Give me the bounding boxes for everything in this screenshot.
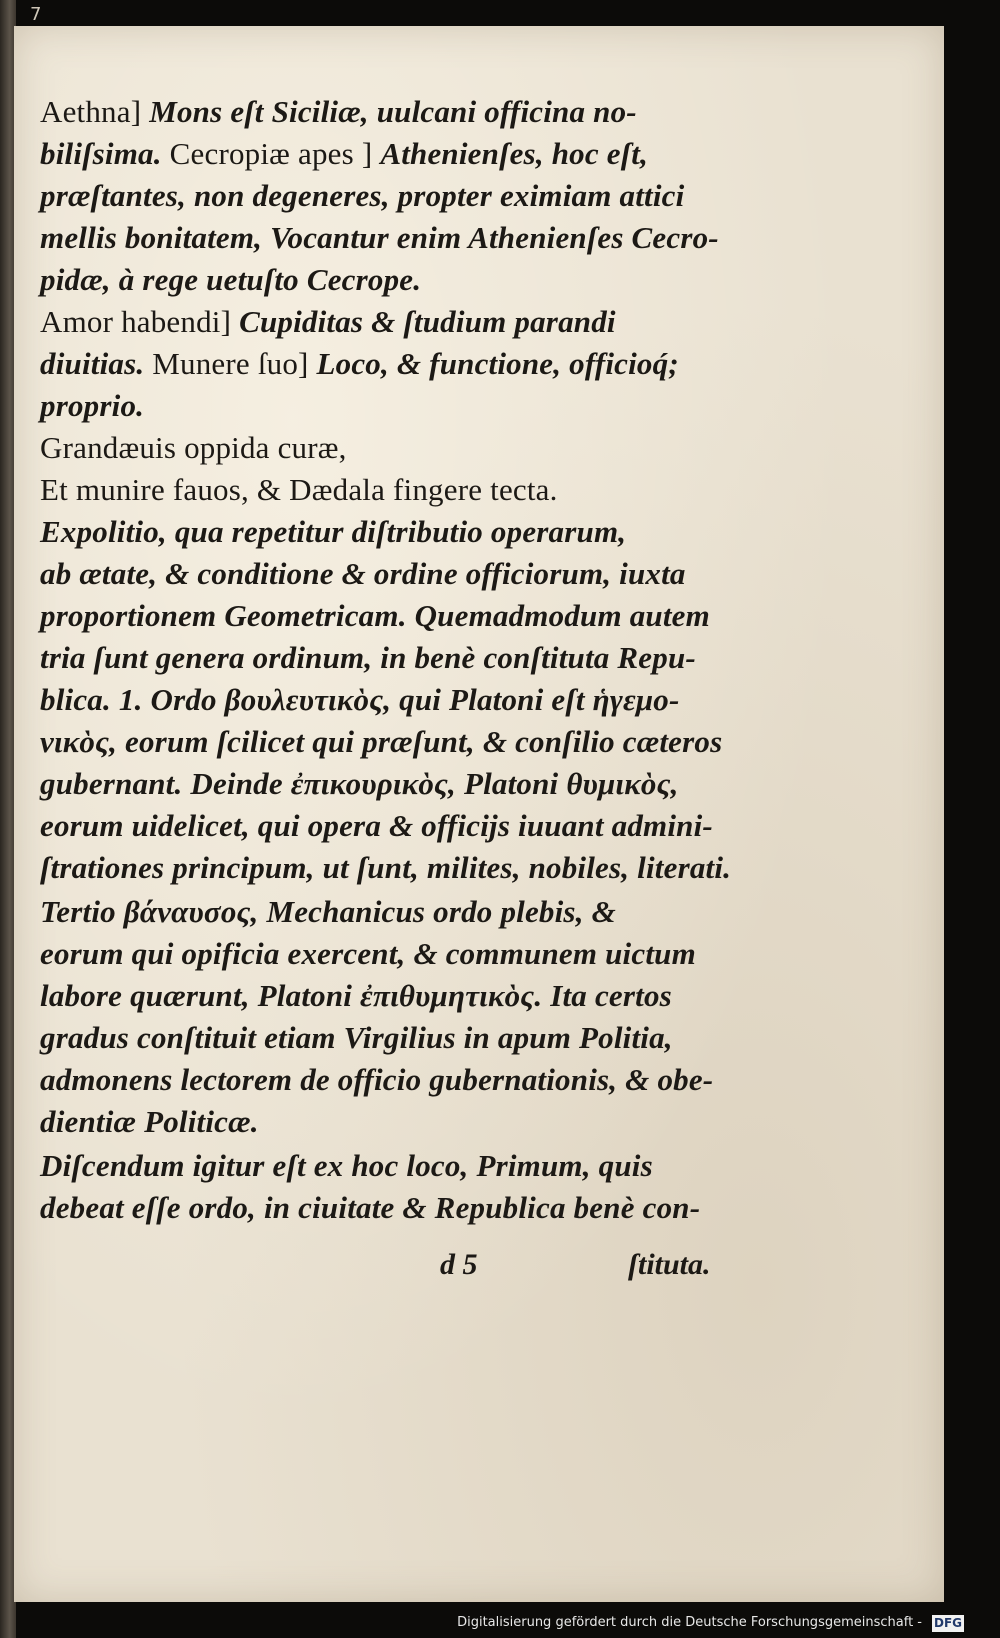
text-line bbox=[40, 806, 713, 846]
funding-credit: Digitalisierung gefördert durch die Deutsche Forschungsgemeinschaft - bbox=[457, 1615, 922, 1630]
italic-text: Expolitio, qua repetitur diſtributio operarum, bbox=[40, 514, 627, 549]
text-line bbox=[40, 428, 347, 468]
italic-text: Cupiditas & ſtudium parandi bbox=[239, 304, 616, 339]
text-line bbox=[40, 554, 686, 594]
italic-text: νικὸς, eorum ſcilicet qui præſunt, & conſilio cæteros bbox=[40, 724, 723, 759]
italic-text: gubernant. Deinde ἐπικουρικὸς, Platoni θυμικὸς, bbox=[40, 766, 679, 801]
roman-text: Munere ſuo] bbox=[144, 346, 317, 381]
roman-text: Aethna] bbox=[40, 94, 150, 129]
text-line bbox=[40, 302, 616, 342]
text-line bbox=[40, 134, 648, 174]
italic-text: Diſcendum igitur eſt ex hoc loco, Primum, quis bbox=[40, 1148, 653, 1183]
catchword: ſtituta. bbox=[628, 1248, 711, 1281]
italic-text: ſtrationes principum, ut ſunt, milites, nobiles, literati. bbox=[40, 850, 732, 885]
text-line bbox=[40, 260, 421, 300]
text-line bbox=[40, 680, 680, 720]
italic-text: labore quærunt, Platoni ἐπιθυμητικὸς. Ita certos bbox=[40, 978, 672, 1013]
italic-text: eorum uidelicet, qui opera & officijs iuuant admini- bbox=[40, 808, 713, 843]
italic-text: admonens lectorem de officio gubernationis, & obe- bbox=[40, 1062, 714, 1097]
text-line bbox=[40, 92, 637, 132]
italic-text: gradus conſtituit etiam Virgilius in apum Politia, bbox=[40, 1020, 673, 1055]
text-line bbox=[40, 176, 684, 216]
roman-text: Cecropiæ apes ] bbox=[161, 136, 381, 171]
text-line bbox=[40, 470, 558, 510]
text-line bbox=[40, 934, 696, 974]
text-line bbox=[40, 1188, 700, 1228]
italic-text: proprio. bbox=[40, 388, 145, 423]
text-line bbox=[40, 1060, 713, 1100]
text-line bbox=[40, 344, 679, 384]
italic-text: Tertio βάναυσος, Mechanicus ordo plebis, & bbox=[40, 894, 616, 929]
text-line bbox=[40, 218, 719, 258]
text-line bbox=[40, 596, 710, 636]
italic-text: mellis bonitatem, Vocantur enim Athenienſes Cecro- bbox=[40, 220, 719, 255]
roman-text: Grandæuis oppida curæ, bbox=[40, 430, 347, 465]
italic-text: ab ætate, & conditione & ordine officiorum, iuxta bbox=[40, 556, 686, 591]
text-line bbox=[40, 722, 722, 762]
italic-text: dientiæ Politicæ. bbox=[40, 1104, 259, 1139]
roman-text: Amor habendi] bbox=[40, 304, 240, 339]
text-line bbox=[40, 764, 679, 804]
digitization-footer bbox=[0, 1602, 1000, 1638]
italic-text: blica. 1. Ordo βουλευτικὸς, qui Platoni eſt ἡγεμο- bbox=[40, 682, 680, 717]
italic-text: Loco, & functione, officioq́; bbox=[316, 346, 679, 381]
text-line bbox=[40, 386, 144, 426]
italic-text: diuitias. bbox=[40, 346, 145, 381]
book-page bbox=[14, 26, 944, 1602]
italic-text: Athenienſes, hoc eſt, bbox=[380, 136, 649, 171]
italic-text: Mons eſt Siciliæ, uulcani officina no- bbox=[149, 94, 637, 129]
italic-text: biliſsima. bbox=[40, 136, 162, 171]
italic-text: debeat eſſe ordo, in ciuitate & Republica benè con- bbox=[40, 1190, 701, 1225]
text-line bbox=[40, 892, 616, 932]
italic-text: præſtantes, non degeneres, propter eximiam attici bbox=[40, 178, 685, 213]
text-line bbox=[40, 1146, 653, 1186]
text-line bbox=[40, 1018, 673, 1058]
text-line bbox=[40, 512, 626, 552]
italic-text: tria ſunt genera ordinum, in benè conſtituta Repu- bbox=[40, 640, 696, 675]
text-line bbox=[40, 1102, 259, 1142]
roman-text: Et munire fauos, & Dædala fingere tecta. bbox=[40, 472, 558, 507]
corner-mark: 7 bbox=[30, 4, 42, 25]
text-line bbox=[40, 976, 672, 1016]
dfg-logo: DFG bbox=[933, 1616, 962, 1630]
italic-text: proportionem Geometricam. Quemadmodum autem bbox=[40, 598, 710, 633]
signature-mark: d 5 bbox=[440, 1248, 478, 1281]
italic-text: pidæ, à rege uetuſto Cecrope. bbox=[40, 262, 422, 297]
italic-text: eorum qui opificia exercent, & communem uictum bbox=[40, 936, 696, 971]
text-line bbox=[40, 638, 696, 678]
text-line bbox=[40, 848, 731, 888]
